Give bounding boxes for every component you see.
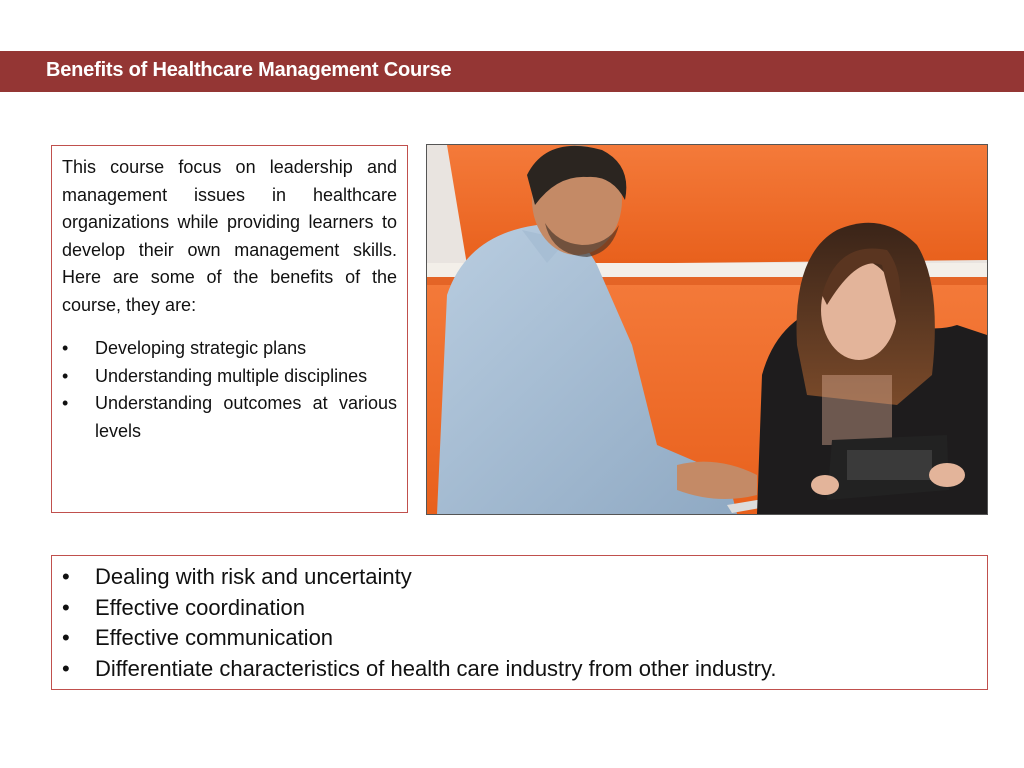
list-item-text: Understanding multiple disciplines [95,365,368,386]
bullet-marker: • [62,393,69,413]
list-item-text: Understanding outcomes at various levels [95,393,397,441]
list-item [62,654,977,685]
title-bar [0,51,1024,92]
benefits-box [51,555,988,690]
slide-title: Benefits of Healthcare Management Course [46,59,452,81]
bullet-marker: • [62,594,70,620]
intro-text-box [51,145,408,513]
list-item [62,335,397,363]
list-item-text: Differentiate characteristics of health care industry from other industry. [95,655,777,681]
list-item [62,593,977,624]
list-item-text: Dealing with risk and uncertainty [95,564,412,589]
photo-two-people-with-tablet [426,144,988,515]
list-item [62,623,977,654]
bullet-marker: • [62,338,69,358]
bullet-marker: • [62,365,69,386]
benefits-list [62,562,977,684]
list-item-text: Effective coordination [95,594,305,620]
list-item [62,390,397,445]
list-item-text: Developing strategic plans [95,338,307,358]
bullet-marker: • [62,655,70,681]
intro-bullet-list [62,335,397,445]
list-item-text: Effective communication [95,625,334,650]
intro-paragraph: This course focus on leadership and management issues in healthcare organizations while providing learners to develop their own management skills. Here are some of the benefits of the course, they are: [62,157,397,315]
list-item [62,363,397,391]
bullet-marker: • [62,625,70,650]
bullet-marker: • [62,564,70,589]
list-item [62,562,977,593]
